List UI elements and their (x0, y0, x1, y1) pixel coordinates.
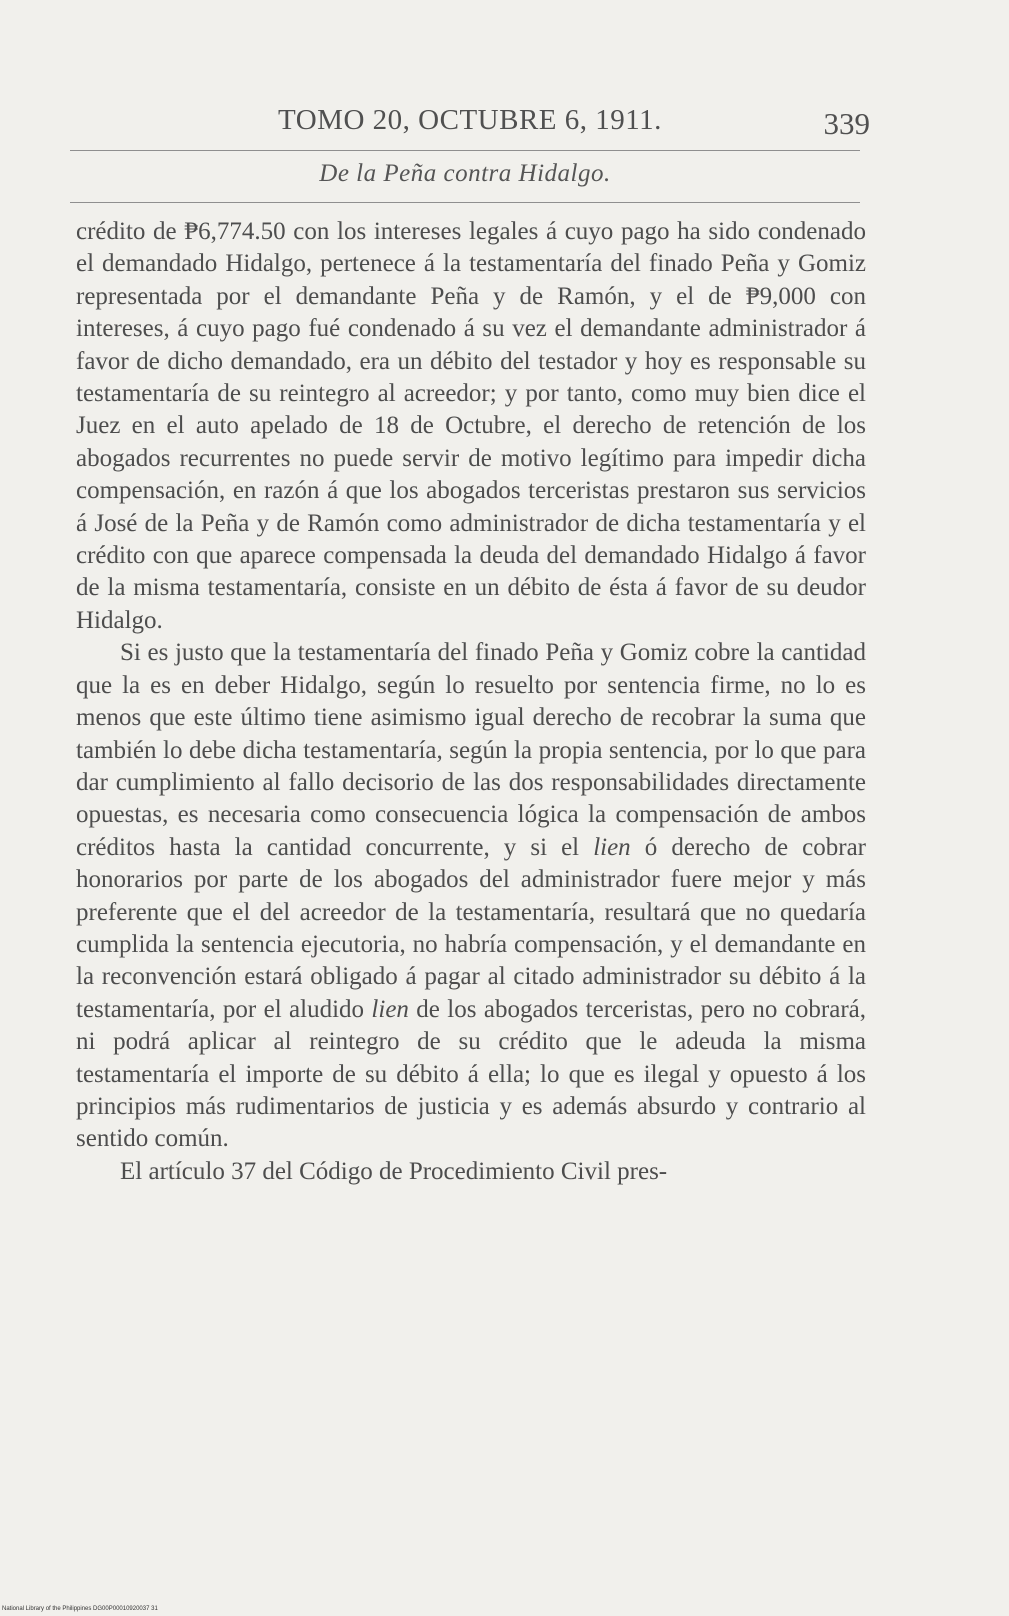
paragraph (76, 1156, 866, 1188)
paragraph-text: crédito de ₱6,774.50 con los intereses legales á cuyo pago ha sido condenado el demandado Hidalgo, pertenece á la testamentaría del finado Peña y Gomiz representada por el demandante Peña y de Ramón, y el de ₱9,000 con intereses, á cuyo pago fué condenado á su vez el demandante administrador á favor de dicho demandado, era un débito del testador y hoy es responsable su testamentaría de su reintegro al acreedor; y por tanto, como muy bien dice el Juez en el auto apelado de 18 de Octubre, el derecho de retención de los abogados recurrentes no puede servir de motivo legítimo para impedir dicha compensación, en razón á que los abogados terceristas prestaron sus servicios á José de la Peña y de Ramón como administrador de dicha testamentaría y el crédito con que aparece compensada la deuda del demandado Hidalgo á favor de la misma testamentaría, consiste en un débito de ésta á favor de su deudor Hidalgo. (76, 218, 866, 634)
paragraph-text: El artículo 37 del Código de Procedimiento Civil pres- (120, 1157, 668, 1185)
case-title: De la Peña contra Hidalgo. (319, 160, 611, 187)
header-rule-top (70, 150, 860, 151)
running-head (70, 96, 870, 144)
scan-credit: National Library of the Philippines DG00P00010920037 31 (2, 1606, 158, 1612)
header-rule-bottom (70, 202, 860, 203)
paragraph (76, 637, 866, 1156)
page-number: 339 (823, 106, 870, 141)
paragraph-text: Si es justo que la testamentaría del finado Peña y Gomiz cobre la cantidad que la es en deber Hidalgo, según lo resuelto por sentencia firme, no lo es menos que este último tiene asimismo igual derecho de recobrar la suma que también lo debe dicha testamentaría, según la propia sentencia, por lo que para dar cumplimiento al fallo decisorio de las dos responsabilidades directamente opuestas, es necesaria como consecuencia lógica la compensación de ambos créditos hasta la cantidad concurrente, y si el (76, 639, 866, 861)
italic-term: lien (593, 833, 631, 861)
volume-date-heading: TOMO 20, OCTUBRE 6, 1911. (278, 104, 662, 136)
body-text (76, 216, 866, 1188)
paragraph-text: de los abogados terceristas, pero no cobrará, ni podrá aplicar al reintegro de su crédito que le adeuda la misma testamentaría el importe de su débito á ella; lo que es ilegal y opuesto á los principios más rudimentarios de justicia y es además absurdo y contrario al sentido común. (76, 995, 866, 1153)
paragraph-text: ó derecho de cobrar honorarios por parte de los abogados del administrador fuere mejor y más preferente que el del acreedor de la testamentaría, resultará que no quedaría cumplida la sentencia ejecutoria, no habría compensación, y el demandante en la reconvención estará obligado á pagar al citado administrador su débito á la testamentaría, por el aludido (76, 833, 866, 1023)
italic-term: lien (371, 995, 409, 1023)
paragraph (76, 216, 866, 637)
